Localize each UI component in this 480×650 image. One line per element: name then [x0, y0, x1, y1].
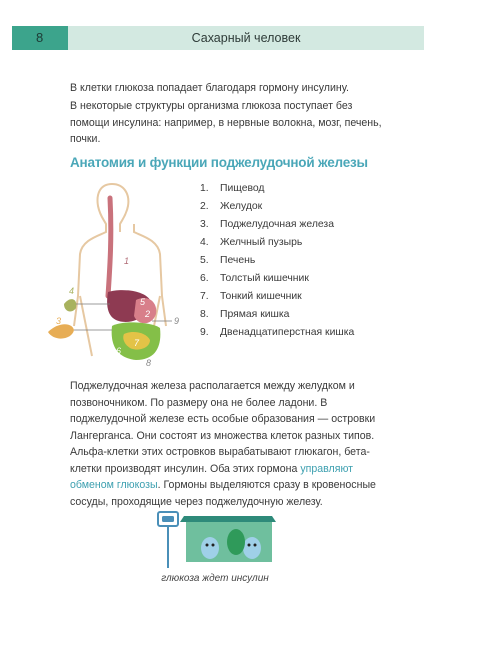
- running-title: Сахарный человек: [68, 26, 424, 50]
- character-eye: [254, 544, 257, 547]
- section-title: Анатомия и функции поджелудочной железы: [70, 155, 368, 170]
- organ-name: Тонкий кишечник: [220, 291, 302, 302]
- organ-number: 3.: [200, 219, 209, 230]
- glucose-character: [243, 537, 261, 559]
- intro-paragraph-1: В клетки глюкоза попадает благодаря гормону инсулину.: [70, 82, 349, 94]
- body-paragraph-1: Поджелудочная железа располагается между желудком и позвоночником. По размеру она не более ладони. В поджелудочной железе есть особые образования — островки Лангерганса. Они состоят из множества клеток разных типов.: [70, 380, 376, 442]
- character-eye: [206, 544, 209, 547]
- organ-name: Толстый кишечник: [220, 273, 309, 284]
- body-paragraph-2: [70, 444, 382, 510]
- glucose-metabolism-link[interactable]: управляют обменом глюкозы: [70, 462, 354, 491]
- organ-name: Прямая кишка: [220, 309, 290, 320]
- bus-stop-illustration: [150, 508, 280, 570]
- organ-list-item: [200, 216, 354, 234]
- organ-list-item: [200, 234, 354, 252]
- intro-paragraph-2: В некоторые структуры организма глюкоза поступает без помощи инсулина: например, в нервные волокна, мозг, печень, почки.: [70, 100, 382, 145]
- organ-name: Поджелудочная железа: [220, 219, 334, 230]
- body-paragraph-2-start: Альфа-клетки этих островков вырабатывают глюкагон, бета-клетки производят инсулин. Оба этих гормона: [70, 446, 370, 475]
- character-eye: [212, 544, 215, 547]
- organ-number: 6.: [200, 273, 209, 284]
- body-paragraph-2-end: . Гормоны выделяются сразу в кровеносные сосуды, проходящие через поджелудочную железу.: [70, 479, 376, 508]
- diagram-number-5: 5: [140, 297, 146, 307]
- diagram-number-7: 7: [134, 338, 140, 348]
- illustration-caption: глюкоза ждет инсулин: [161, 573, 269, 584]
- esophagus-shape: [108, 198, 111, 296]
- diagram-number-3: 3: [56, 316, 62, 326]
- digestive-system-diagram: [40, 176, 190, 376]
- organ-name: Пищевод: [220, 183, 265, 194]
- diagram-number-8: 8: [146, 358, 152, 368]
- page-number: 8: [12, 26, 68, 50]
- organ-list-item: [200, 306, 354, 324]
- diagram-number-4: 4: [69, 286, 75, 296]
- organ-name: Желудок: [220, 201, 263, 212]
- organ-number: 2.: [200, 201, 209, 212]
- diagram-number-1: 1: [124, 256, 130, 266]
- organ-number: 4.: [200, 237, 209, 248]
- shelter-bush: [227, 529, 245, 555]
- organ-list: [200, 180, 354, 342]
- organ-list-item: [200, 324, 354, 342]
- diagram-number-2: 2: [145, 309, 151, 319]
- organ-list-item: [200, 198, 354, 216]
- diagram-number-6: 6: [116, 346, 122, 356]
- organ-name: Желчный пузырь: [220, 237, 303, 248]
- organ-number: 7.: [200, 291, 209, 302]
- character-eye: [248, 544, 251, 547]
- organ-list-item: [200, 288, 354, 306]
- organ-list-item: [200, 252, 354, 270]
- organ-list-item: [200, 180, 354, 198]
- organ-number: 8.: [200, 309, 209, 320]
- glucose-character: [201, 537, 219, 559]
- diagram-number-9: 9: [174, 316, 180, 326]
- gallbladder-shape: [64, 299, 76, 311]
- organ-number: 9.: [200, 327, 209, 338]
- shelter-roof: [180, 516, 276, 522]
- page-header: [12, 26, 424, 50]
- organ-number: 5.: [200, 255, 209, 266]
- organ-number: 1.: [200, 183, 209, 194]
- organ-list-item: [200, 270, 354, 288]
- organ-name: Двенадцатиперстная кишка: [220, 327, 355, 338]
- pancreas-shape: [48, 324, 74, 338]
- bus-icon: [162, 516, 174, 522]
- organ-name: Печень: [220, 255, 256, 266]
